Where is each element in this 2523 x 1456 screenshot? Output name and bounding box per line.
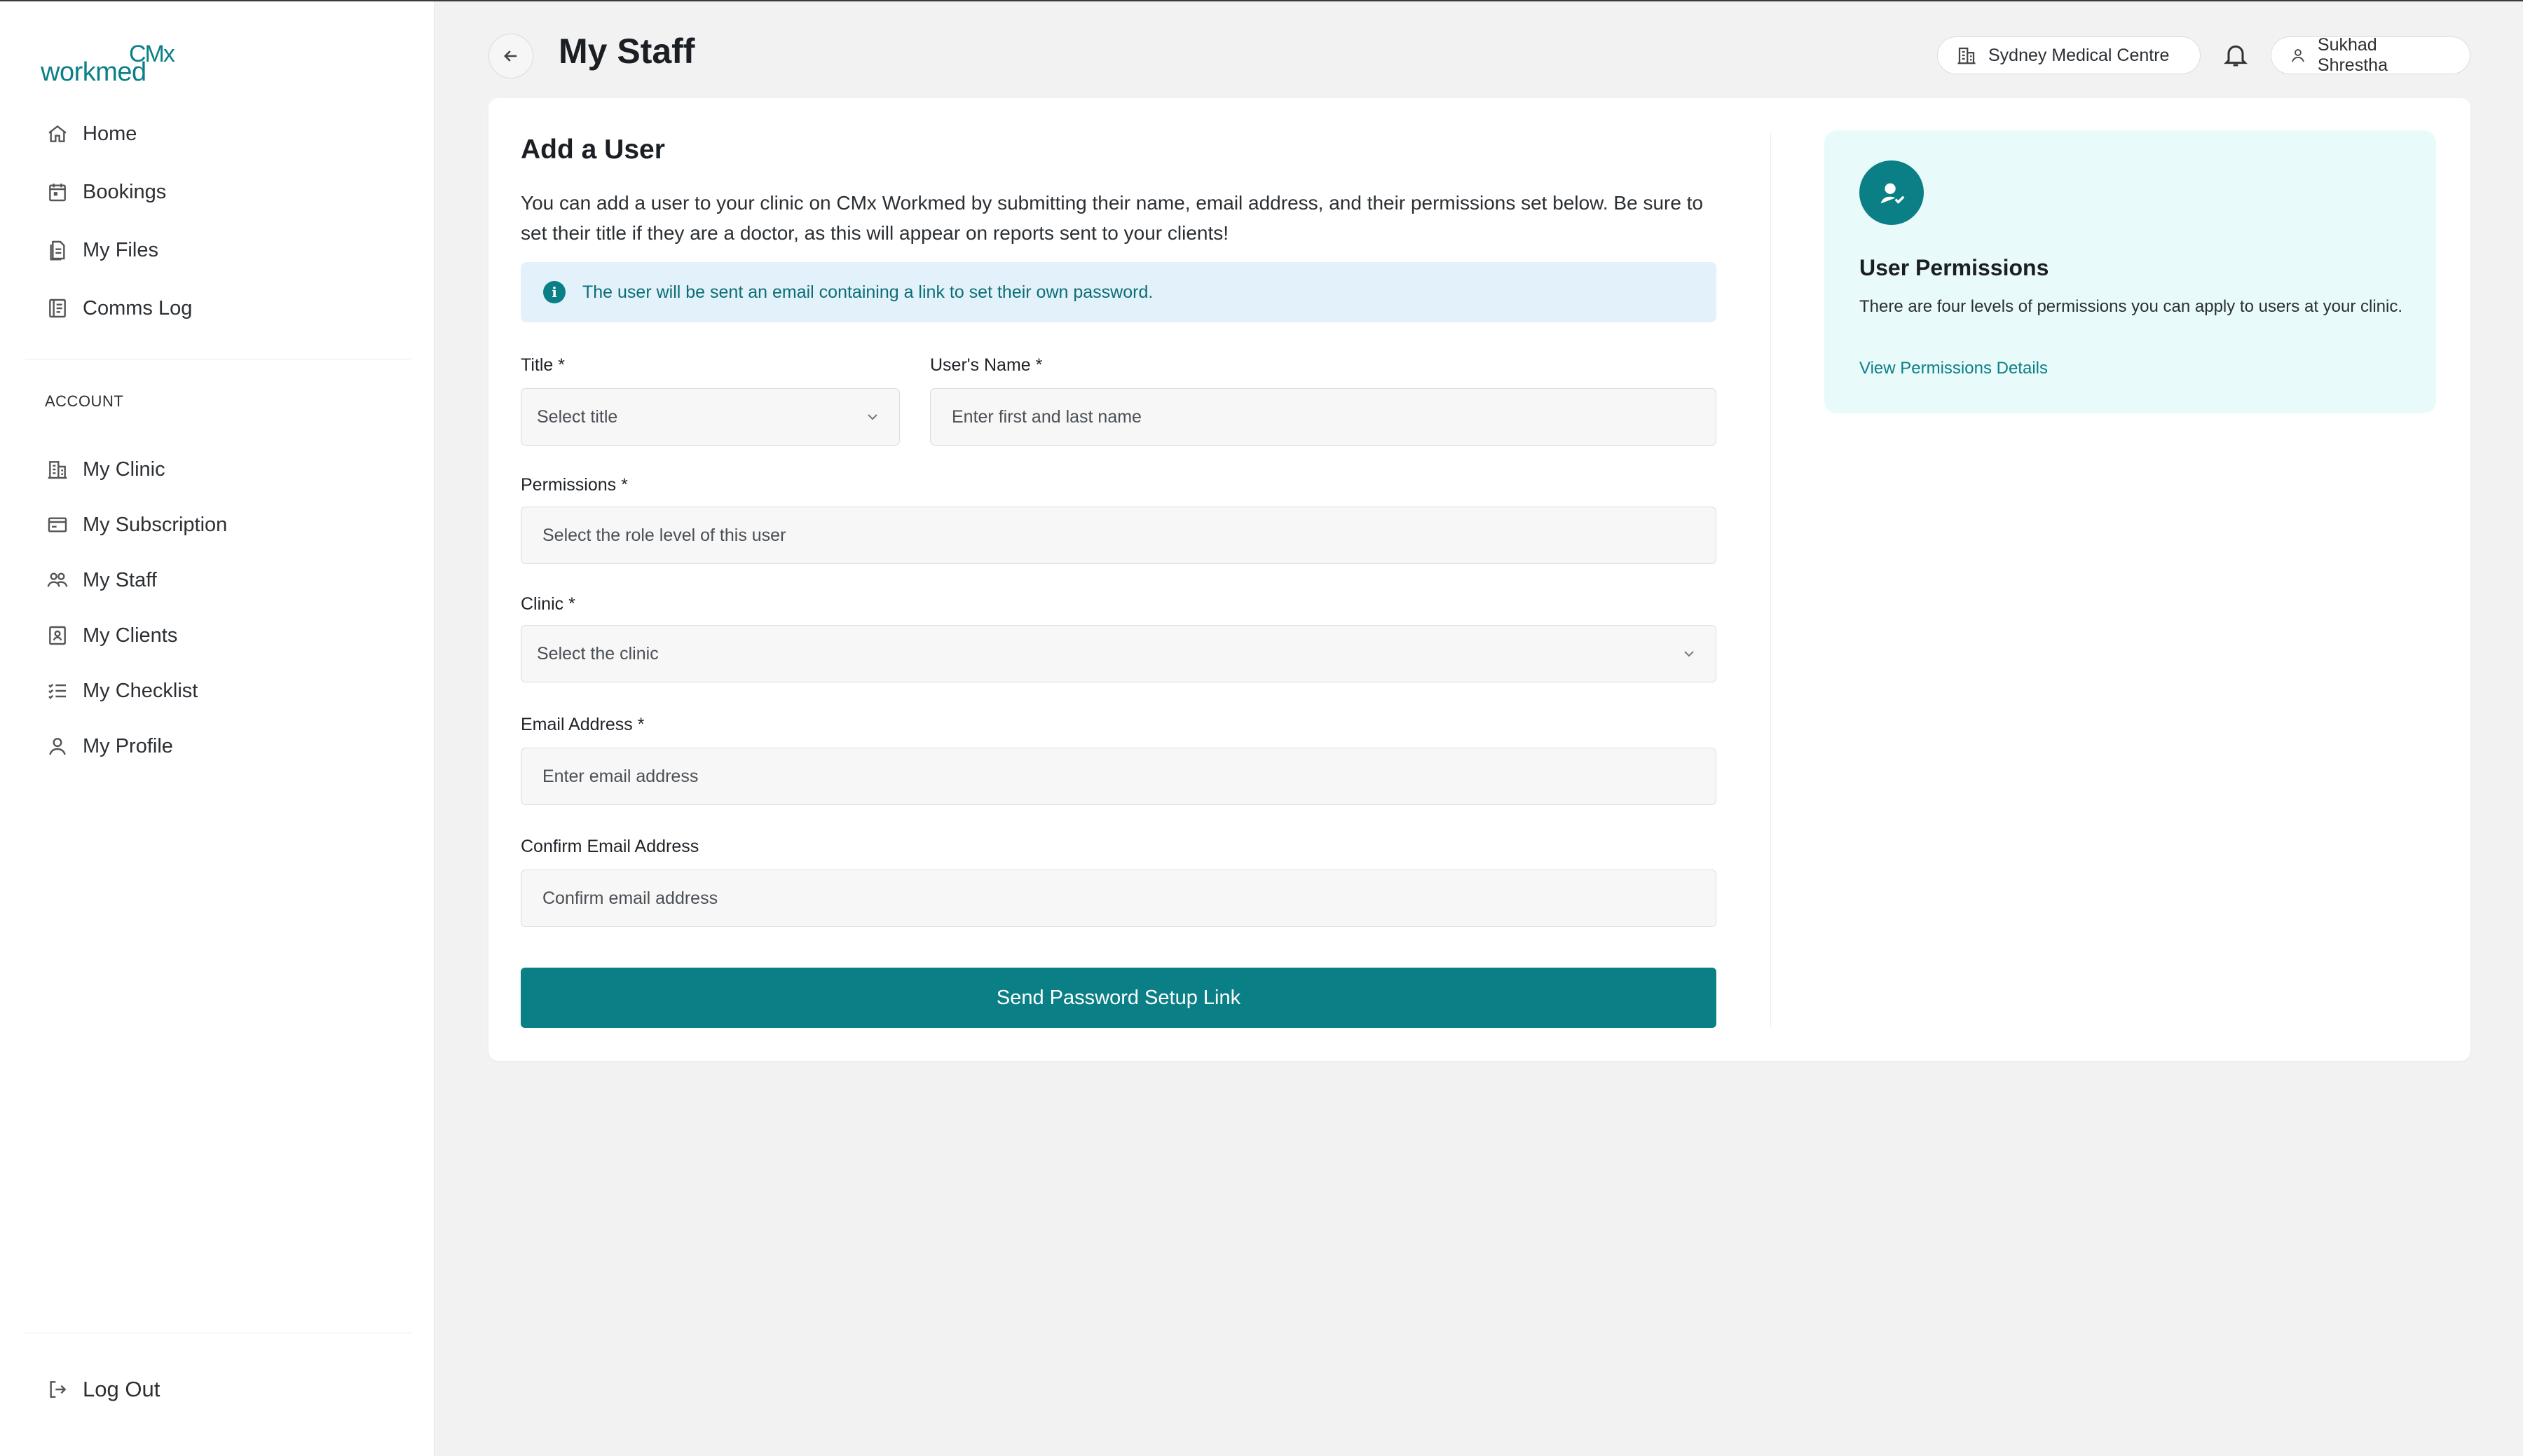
sidebar-item-my-checklist[interactable] (45, 671, 395, 710)
sidebar (0, 1, 435, 1456)
info-banner (521, 262, 1716, 322)
confirm-email-placeholder: Confirm email address (542, 888, 718, 908)
workmed-logo[interactable] (39, 41, 179, 90)
notifications-button[interactable] (2220, 39, 2251, 70)
calendar-icon (45, 179, 70, 205)
confirm-email-input[interactable] (521, 870, 1716, 927)
permissions-placeholder: Select the role level of this user (542, 525, 786, 545)
card-divider (1770, 133, 1771, 1027)
sidebar-item-comms-log[interactable] (45, 289, 395, 328)
info-banner-text: The user will be sent an email containing a link to set their own password. (582, 282, 1154, 302)
user-menu[interactable] (2271, 36, 2470, 74)
back-button[interactable] (488, 34, 533, 78)
users-name-placeholder: Enter first and last name (952, 406, 1142, 427)
clinic-selector[interactable] (1937, 36, 2201, 74)
staff-icon (45, 568, 70, 593)
account-section-label: ACCOUNT (45, 392, 124, 410)
sidebar-item-label: Home (83, 122, 137, 145)
sidebar-item-label: My Profile (83, 734, 173, 757)
sidebar-item-label: Comms Log (83, 296, 193, 320)
title-select[interactable] (521, 388, 900, 446)
title-label: Title * (521, 355, 565, 375)
profile-icon (45, 734, 70, 759)
building-icon (45, 457, 70, 482)
sidebar-item-my-clients[interactable] (45, 616, 395, 655)
sidebar-item-my-clinic[interactable] (45, 450, 395, 489)
user-check-icon (1859, 160, 1924, 225)
permissions-panel-description: There are four levels of permissions you can apply to users at your clinic. (1859, 297, 2403, 316)
info-icon: i (543, 281, 566, 303)
sidebar-item-label: My Staff (83, 568, 157, 591)
title-select-placeholder: Select title (537, 406, 618, 427)
confirm-email-label: Confirm Email Address (521, 837, 699, 856)
home-icon (45, 121, 70, 146)
sidebar-item-label: Bookings (83, 180, 167, 203)
clinic-select[interactable] (521, 625, 1716, 682)
logout-label: Log Out (83, 1377, 160, 1401)
clinic-label: Clinic * (521, 594, 575, 614)
page-title: My Staff (559, 32, 695, 71)
logo-mark: CMx (129, 41, 174, 67)
building-icon (1956, 45, 1977, 66)
email-label: Email Address * (521, 715, 645, 734)
files-icon (45, 238, 70, 263)
chevron-down-icon (864, 408, 881, 425)
clients-icon (45, 623, 70, 648)
sidebar-item-my-files[interactable] (45, 231, 395, 270)
chevron-down-icon (1681, 645, 1697, 662)
view-permissions-details-link[interactable]: View Permissions Details (1859, 359, 2048, 378)
users-name-label: User's Name * (930, 355, 1043, 375)
users-name-input[interactable] (930, 388, 1716, 446)
email-placeholder: Enter email address (542, 766, 699, 786)
sidebar-item-label: My Files (83, 238, 158, 261)
email-input[interactable] (521, 748, 1716, 805)
form-title: Add a User (521, 135, 665, 165)
clinic-select-placeholder: Select the clinic (537, 643, 659, 664)
clinic-name: Sydney Medical Centre (1988, 45, 2170, 65)
logo-wordmark: workmed (41, 57, 146, 87)
sidebar-item-bookings[interactable] (45, 172, 395, 212)
permissions-label: Permissions * (521, 475, 628, 495)
log-icon (45, 296, 70, 321)
sidebar-item-my-profile[interactable] (45, 727, 395, 766)
permissions-select[interactable] (521, 507, 1716, 564)
arrow-left-icon (501, 46, 521, 66)
sidebar-item-label: My Clients (83, 624, 178, 647)
submit-button-label: Send Password Setup Link (996, 986, 1241, 1009)
permissions-panel-title: User Permissions (1859, 255, 2049, 280)
card-icon (45, 512, 70, 537)
user-name: Sukhad Shrestha (2317, 35, 2388, 75)
sidebar-item-my-subscription[interactable] (45, 505, 395, 544)
form-description: You can add a user to your clinic on CMx Workmed by submitting their name, email address, and their permissions set below. Be sure to set their title if they are a doctor, as this will appear on reports sent to your clients! (521, 192, 1704, 244)
sidebar-item-home[interactable] (45, 114, 395, 153)
sidebar-item-label: My Clinic (83, 458, 165, 481)
logout-button[interactable] (45, 1370, 395, 1409)
sidebar-item-my-staff[interactable] (45, 561, 395, 600)
checklist-icon (45, 678, 70, 703)
send-password-setup-link-button[interactable] (521, 968, 1716, 1028)
sidebar-item-label: My Checklist (83, 679, 198, 702)
logout-icon (45, 1377, 70, 1402)
bell-icon (2222, 41, 2250, 69)
sidebar-item-label: My Subscription (83, 513, 228, 536)
user-icon (2290, 47, 2306, 64)
